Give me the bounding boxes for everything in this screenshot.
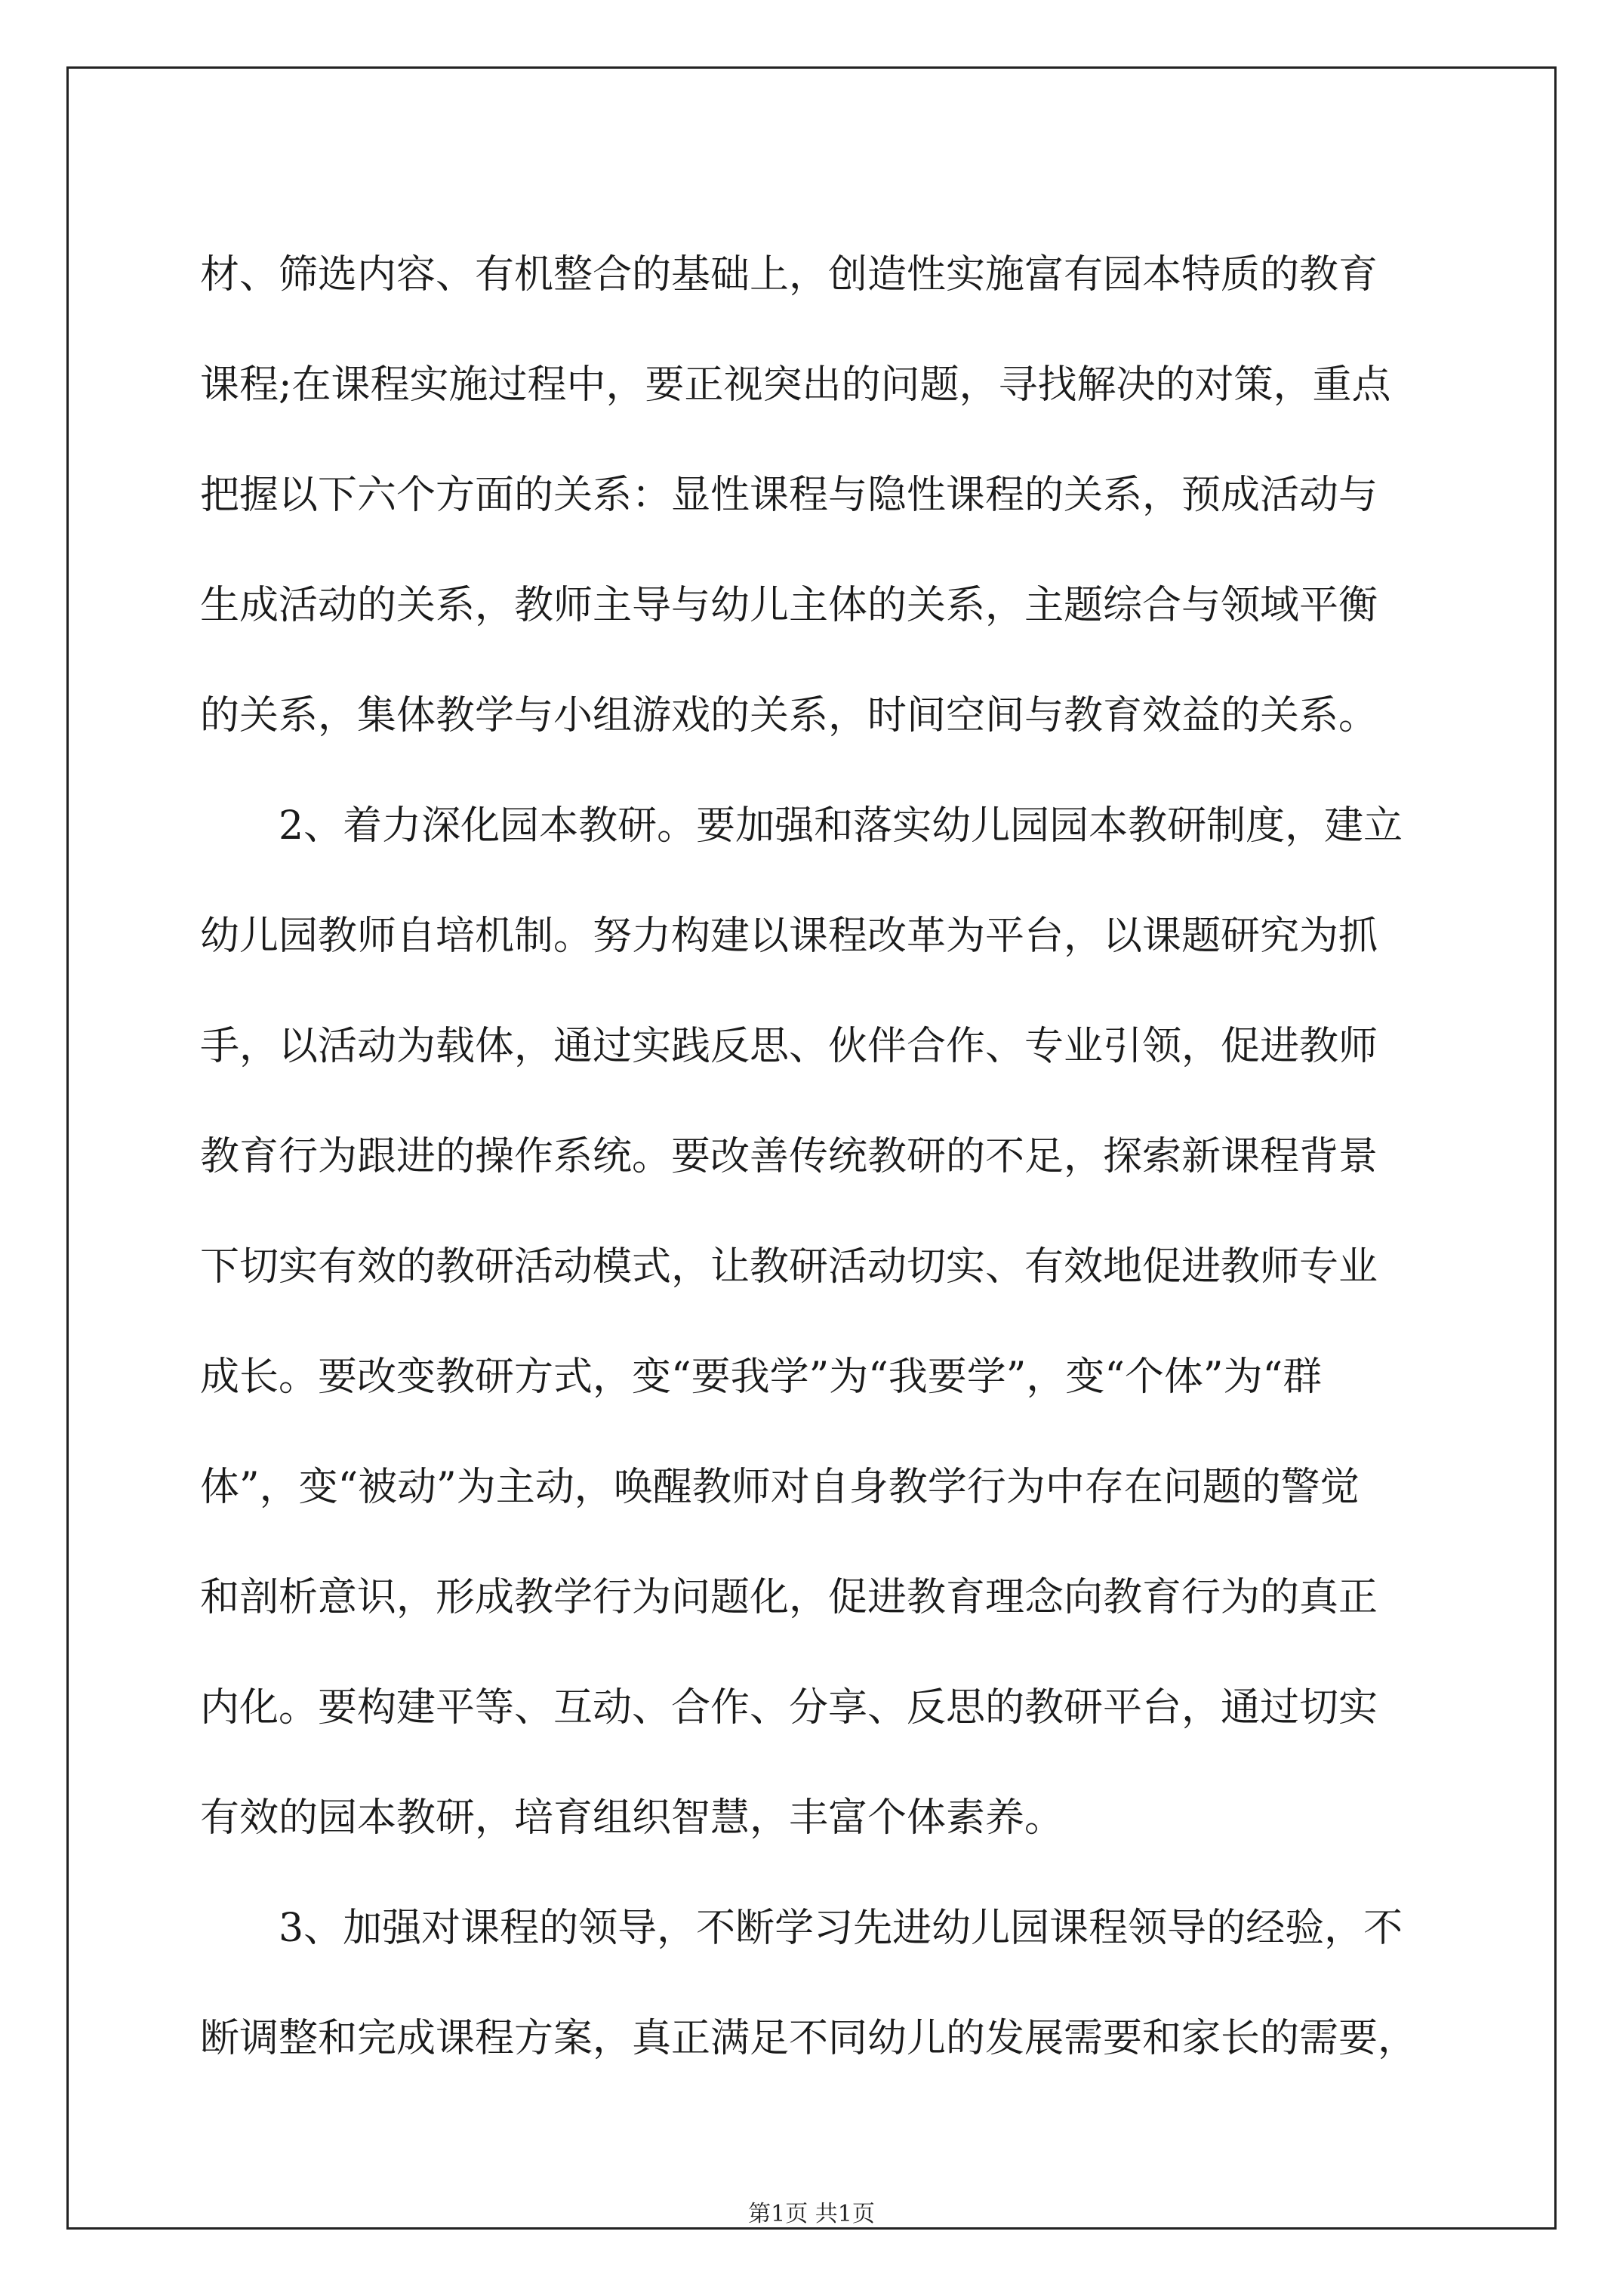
text-line: 手，以活动为载体，通过实践反思、伙伴合作、专业引领，促进教师 bbox=[200, 1024, 1378, 1069]
text-line: 的关系，集体教学与小组游戏的关系，时间空间与教育效益的关系。 bbox=[200, 693, 1378, 738]
text-line: 断调整和完成课程方案，真正满足不同幼儿的发展需要和家长的需要， bbox=[200, 2016, 1418, 2061]
page-frame bbox=[66, 66, 1557, 2230]
text-line: 材、筛选内容、有机整合的基础上，创造性实施富有园本特质的教育 bbox=[200, 252, 1378, 297]
text-line: 生成活动的关系，教师主导与幼儿主体的关系，主题综合与领域平衡 bbox=[200, 583, 1378, 628]
text-line: 和剖析意识，形成教学行为问题化，促进教育理念向教育行为的真正 bbox=[200, 1575, 1378, 1620]
text-line: 体”，变“被动”为主动，唤醒教师对自身教学行为中存在问题的警觉 bbox=[200, 1465, 1360, 1510]
text-line: 有效的园本教研，培育组织智慧，丰富个体素养。 bbox=[200, 1795, 1064, 1841]
page-footer: 第1页 共1页 bbox=[748, 2201, 875, 2227]
text-line: 成长。要改变教研方式，变“要我学”为“我要学”，变“个体”为“群 bbox=[200, 1354, 1323, 1400]
text-line: 教育行为跟进的操作系统。要改善传统教研的不足，探索新课程背景 bbox=[200, 1134, 1378, 1179]
text-line: 幼儿园教师自培机制。努力构建以课程改革为平台，以课题研究为抓 bbox=[200, 914, 1378, 959]
text-line: 课程;在课程实施过程中，要正视突出的问题，寻找解决的对策，重点 bbox=[200, 362, 1391, 408]
paragraph-2-start: 2、着力深化园本教研。要加强和落实幼儿园园本教研制度，建立 bbox=[279, 803, 1403, 849]
text-line: 内化。要构建平等、互动、合作、分享、反思的教研平台，通过切实 bbox=[200, 1685, 1378, 1730]
text-line: 把握以下六个方面的关系：显性课程与隐性课程的关系，预成活动与 bbox=[200, 473, 1378, 518]
text-line: 下切实有效的教研活动模式，让教研活动切实、有效地促进教师专业 bbox=[200, 1244, 1378, 1290]
paragraph-3-start: 3、加强对课程的领导，不断学习先进幼儿园课程领导的经验，不 bbox=[279, 1906, 1403, 1951]
